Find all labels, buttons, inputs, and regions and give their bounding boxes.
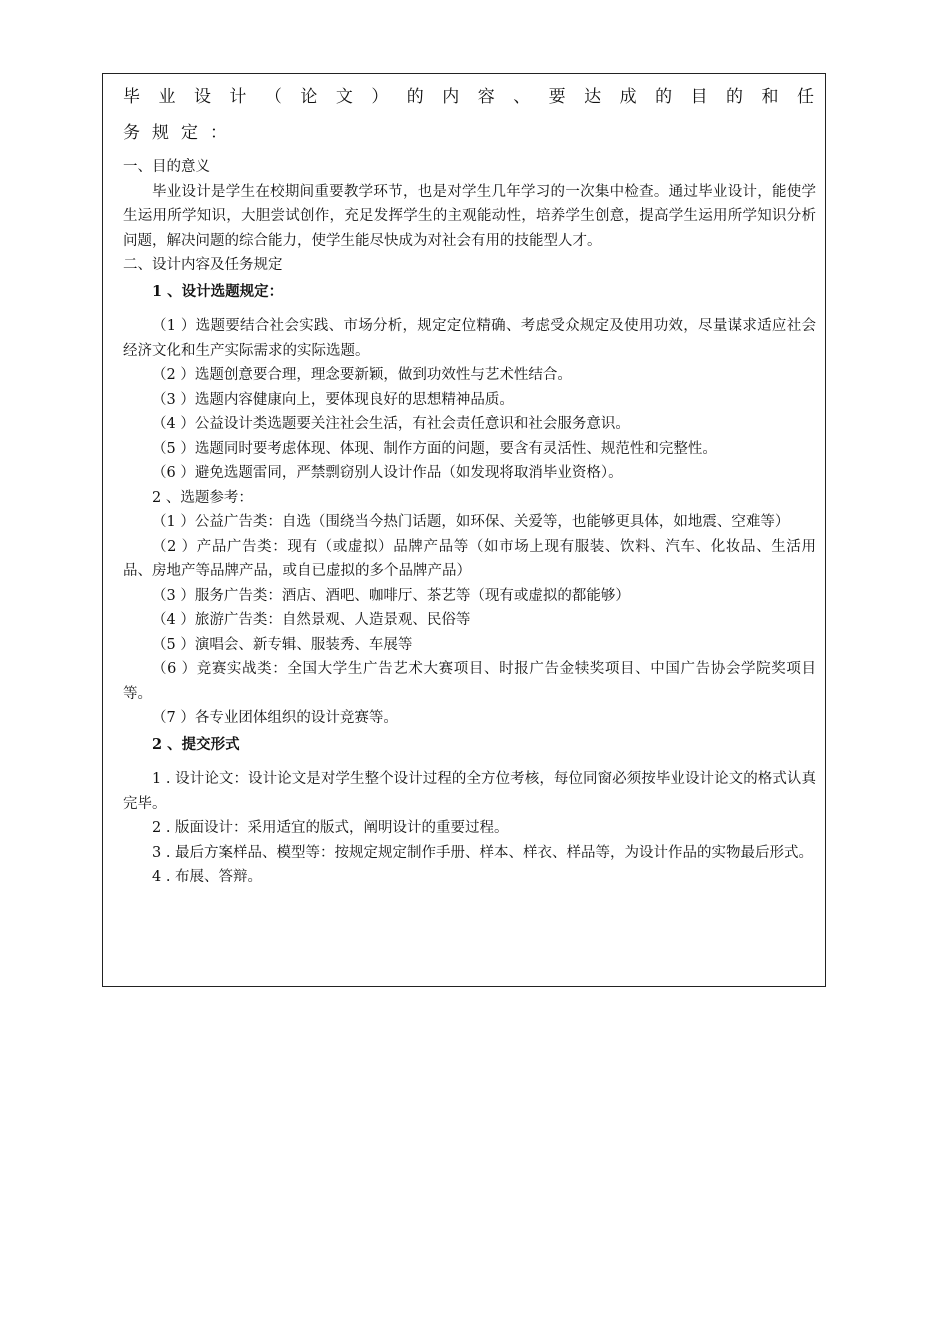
sub3-item: 2 . 版面设计：采用适宜的版式，阐明设计的重要过程。 (152, 820, 509, 836)
header-title-line2: 务规定： (123, 123, 239, 143)
sub3-item: 3 . 最后方案样品、模型等：按规定规定制作手册、样本、样衣、样品等，为设计作品的实物最后形式。 (152, 844, 814, 861)
sub3-title: 2 、提交形式 (152, 735, 240, 753)
sub1-item: （4 ）公益设计类选题要关注社会生活，有社会责任意识和社会服务意识。 (152, 416, 630, 432)
sub2-item: （3 ）服务广告类：酒店、酒吧、咖啡厅、茶艺等（现有或虚拟的都能够） (152, 587, 630, 604)
sub1-title: 1 、设计选题规定： (152, 282, 284, 300)
sub2-item: （2 ）产品广告类：现有（或虚拟）品牌产品等（如市场上现有服装、饮料、汽车、化妆品、生活用品、房地产等品牌产品，或自已虚拟的多个品牌产品） (123, 538, 816, 579)
sub1-item: （1 ）选题要结合社会实践、市场分析，规定定位精确、考虑受众规定及使用功效，尽量谋求适应社会经济文化和生产实际需求的实际选题。 (123, 318, 816, 359)
header-title-line1: 毕 业 设 计 （ 论 文 ） 的 内 容 、 要 达 成 的 目 的 和 任 (123, 87, 816, 107)
sub1-item: （2 ）选题创意要合理，理念要新颖，做到功效性与艺术性结合。 (152, 367, 572, 383)
sub2-item: （4 ）旅游广告类：自然景观、人造景观、民俗等 (152, 612, 471, 628)
sub3-item: 1 . 设计论文：设计论文是对学生整个设计过程的全方位考核，每位同窗必须按毕业设计论文的格式认真完毕。 (123, 771, 816, 812)
section2-title: 二、设计内容及任务规定 (123, 257, 283, 273)
sub2-item: （6 ）竞赛实战类：全国大学生广告艺术大赛项目、时报广告金犊奖项目、中国广告协会学院奖项目等。 (123, 661, 816, 702)
sub1-item: （3 ）选题内容健康向上，要体现良好的思想精神品质。 (152, 391, 514, 408)
task-table-cell (102, 73, 826, 987)
sub3-item: 4 . 布展、答辩。 (152, 869, 263, 885)
sub2-item: （5 ）演唱会、新专辑、服装秀、车展等 (152, 636, 413, 653)
sub1-item: （5 ）选题同时要考虑体现、体现、制作方面的问题，要含有灵活性、规范性和完整性。 (152, 440, 717, 457)
section1-title: 一、目的意义 (123, 159, 210, 175)
sub2-item: （7 ）各专业团体组织的设计竞赛等。 (152, 710, 398, 726)
sub2-item: （1 ）公益广告类：自选（围绕当今热门话题，如环保、关爱等，也能够更具体，如地震、空难等） (152, 514, 790, 530)
sub2-title: 2 、选题参考： (152, 489, 253, 506)
section1-body: 毕业设计是学生在校期间重要教学环节，也是对学生几年学习的一次集中检查。通过毕业设计，能使学生运用所学知识，大胆尝试创作，充足发挥学生的主观能动性，培养学生创意，提高学生运用所学知识分析问题，解决问题的综合能力，使学生能尽快成为对社会有用的技能型人才。 (123, 183, 816, 249)
sub1-item: （6 ）避免选题雷同，严禁剽窃别人设计作品（如发现将取消毕业资格）。 (152, 465, 623, 481)
